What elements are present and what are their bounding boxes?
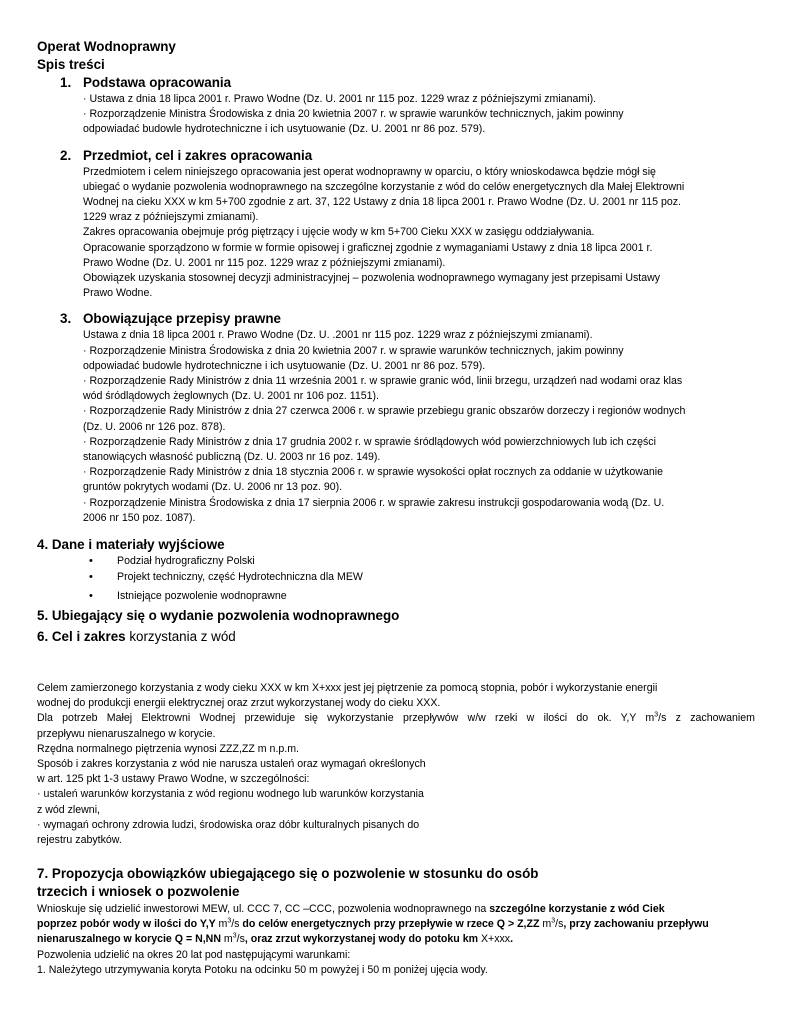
bullet-icon: • — [89, 570, 93, 583]
bullet-icon: • — [89, 590, 93, 603]
section-7-heading-line: 7. Propozycja obowiązków ubiegającego się o pozwolenie w stosunku do osób — [37, 866, 539, 881]
section-3-line: Ustawa z dnia 18 lipca 2001 r. Prawo Wodne (Dz. U. .2001 nr 115 poz. 1229 wraz z późniejszymi zmianami). — [83, 329, 593, 342]
section-3-heading — [60, 310, 757, 328]
section-2-line: Prawo Wodne. — [83, 287, 153, 300]
section-2-line: Wodnej na cieku XXX w km 5+700 zgodnie z art. 37, 122 Ustawy z dnia 18 lipca 2001 r. Prawo Wodne (Dz. U. 2001 nr 115 poz. — [83, 196, 681, 209]
section-7-line: poprzez pobór wody w ilości do Y,Y $m^3/s$ do celów energetycznych przy przepływie w rzece Q > Z,ZZ $m^3/s$, przy zachowaniu przepływu — [37, 917, 709, 931]
section-2-line: Zakres opracowania obejmuje próg piętrzący i ujęcie wody w km 5+700 Cieku XXX w zasięgu oddziaływania. — [83, 226, 595, 239]
toc-label: Spis treści — [37, 57, 105, 72]
section-3-line: · Rozporządzenie Ministra Środowiska z dnia 17 sierpnia 2006 r. w sprawie zakresu instrukcji gospodarowania wodą (Dz. U. — [83, 496, 665, 509]
section-3-line: · Rozporządzenie Rady Ministrów z dnia 27 czerwca 2006 r. w sprawie przebiegu granic obszarów dorzeczy i regionów wodnych — [83, 405, 686, 418]
section-3-line: 2006 nr 150 poz. 1087). — [83, 511, 196, 524]
section-3-line: · Rozporządzenie Rady Ministrów z dnia 18 stycznia 2006 r. w sprawie wysokości opłat rocznych za oddanie w użytkowanie — [83, 466, 663, 479]
section-2-line: Przedmiotem i celem niniejszego opracowania jest operat wodnoprawny w oparciu, o który wnioskodawca będzie mógł się — [83, 165, 656, 178]
section-6-line: Sposób i zakres korzystania z wód nie narusza ustaleń oraz wymagań określonych — [37, 758, 426, 771]
section-2-line: Opracowanie sporządzono w formie w formie opisowej i graficznej zgodnie z wymaganiami Ustawy z dnia 18 lipca 2001 r. — [83, 241, 653, 254]
section-6-line: Celem zamierzonego korzystania z wody cieku XXX w km X+xxx jest jej piętrzenie za pomocą stopnia, pobór i wykorzystanie energii — [37, 682, 658, 694]
section-6-line: z wód zlewni, — [37, 803, 100, 816]
section-1-title: Podstawa opracowania — [83, 75, 232, 90]
section-6-line: Dla potrzeb Małej Elektrowni Wodnej przewiduje się wykorzystanie przepływów w/w rzeki w ilości do ok. Y,Y $m^3/s$ z zachowaniem — [37, 711, 755, 725]
list-item: • Istniejące pozwolenie wodnoprawne — [89, 589, 757, 605]
section-2-line: Obowiązek uzyskania stosownej decyzji administracyjnej – pozwolenia wodnoprawnego wymagany jest przepisami Ustawy — [83, 272, 661, 285]
section-3-line: · Rozporządzenie Rady Ministrów z dnia 11 września 2001 r. w sprawie granic wód, linii brzegu, urządzeń nad wodami oraz klas — [83, 375, 683, 388]
section-6-line: Rzędna normalnego piętrzenia wynosi ZZZ,ZZ m n.p.m. — [37, 742, 299, 755]
section-6-line: · ustaleń warunków korzystania z wód regionu wodnego lub warunków korzystania — [37, 788, 424, 801]
section-6-line: wodnej do produkcji energii elektrycznej oraz zrzut wykorzystanej wody do cieku XXX. — [37, 697, 441, 710]
section-3-line: stanowiących własność publiczną (Dz. U. 2003 nr 16 poz. 149). — [83, 451, 381, 464]
section-2-body — [83, 165, 757, 302]
section-3-line: gruntów pokrytych wodami (Dz. U. 2006 nr 13 poz. 90). — [83, 481, 343, 494]
section-2-number: 2. — [60, 147, 72, 163]
section-1-line: · Rozporządzenie Ministra Środowiska z dnia 20 kwietnia 2007 r. w sprawie warunków technicznych, jakim powinny — [83, 108, 624, 121]
section-3-line: odpowiadać budowle hydrotechniczne i ich usytuowanie (Dz. U. 2001 nr 86 poz. 579). — [83, 359, 486, 372]
section-2-heading — [60, 147, 757, 165]
section-1-line: · Ustawa z dnia 18 lipca 2001 r. Prawo Wodne (Dz. U. 2001 nr 115 poz. 1229 wraz z późniejszymi zmianami). — [83, 93, 597, 105]
section-6-line: w art. 125 pkt 1-3 ustawy Prawo Wodne, w szczególności: — [37, 773, 310, 786]
section-7-line: nienaruszalnego w korycie Q = N,NN $m^3/s$, oraz zrzut wykorzystanej wody do potoku km X+xxx. — [37, 932, 514, 946]
section-6-heading: 6. Cel i zakres korzystania z wód — [37, 628, 236, 644]
section-6-line: rejestru zabytków. — [37, 834, 122, 847]
section-2-line: Prawo Wodne (Dz. U. 2001 nr 115 poz. 1229 wraz z późniejszymi zmianami). — [83, 256, 446, 269]
document-page — [37, 38, 757, 646]
section-7-line: 1. Należytego utrzymywania koryta Potoku na odcinku 50 m powyżej i 50 m poniżej ujęcia wody. — [37, 963, 488, 976]
section-3-line: · Rozporządzenie Rady Ministrów z dnia 17 grudnia 2002 r. w sprawie śródlądowych wód powierzchniowych lub ich części — [83, 435, 656, 448]
section-3-line: · Rozporządzenie Ministra Środowiska z dnia 20 kwietnia 2007 r. w sprawie warunków technicznych, jakim powinny — [83, 344, 624, 357]
section-3-title: Obowiązujące przepisy prawne — [83, 311, 281, 327]
section-5-heading: 5. Ubiegający się o wydanie pozwolenia wodnoprawnego — [37, 607, 400, 623]
section-3-body — [83, 328, 757, 526]
section-1-line: odpowiadać budowle hydrotechniczne i ich usytuowanie (Dz. U. 2001 nr 86 poz. 579). — [83, 123, 486, 136]
section-1-number: 1. — [60, 75, 72, 90]
section-6-body — [37, 681, 755, 848]
bullet-icon: • — [89, 555, 93, 568]
section-1-body — [83, 92, 757, 138]
section-6-line: · wymagań ochrony zdrowia ludzi, środowiska oraz dóbr kulturalnych pisanych do — [37, 818, 420, 831]
section-3-number: 3. — [60, 311, 72, 327]
section-2-title: Przedmiot, cel i zakres opracowania — [83, 147, 313, 163]
section-4-list — [37, 554, 757, 605]
section-7 — [37, 865, 755, 978]
section-6-line: przepływu nienaruszalnego w korycie. — [37, 727, 216, 740]
section-7-line: Wnioskuje się udzielić inwestorowi MEW, ul. CCC 7, CC –CCC, pozwolenia wodnoprawnego na szczególne korzystanie z wód Ciek — [37, 903, 665, 915]
section-7-heading-line: trzecich i wniosek o pozwolenie — [37, 884, 240, 899]
list-item: • Projekt techniczny, część Hydrotechniczna dla MEW — [89, 570, 757, 586]
section-3-line: wód śródlądowych żeglownych (Dz. U. 2001 nr 106 poz. 1151). — [83, 390, 379, 403]
document-title: Operat Wodnoprawny — [37, 39, 176, 54]
section-2-line: 1229 wraz z późniejszymi zmianami). — [83, 211, 259, 224]
list-item: • Podział hydrograficzny Polski — [89, 554, 757, 570]
section-4-heading: 4. Dane i materiały wyjściowe — [37, 537, 225, 553]
section-1-heading — [60, 74, 757, 92]
section-2-line: ubiegać o wydanie pozwolenia wodnoprawnego na szczególne korzystanie z wód do celów energetycznych dla Małej Elektrowni — [83, 180, 685, 193]
section-7-line: Pozwolenia udzielić na okres 20 lat pod następującymi warunkami: — [37, 948, 351, 961]
section-3-line: (Dz. U. 2006 nr 126 poz. 878). — [83, 420, 226, 433]
